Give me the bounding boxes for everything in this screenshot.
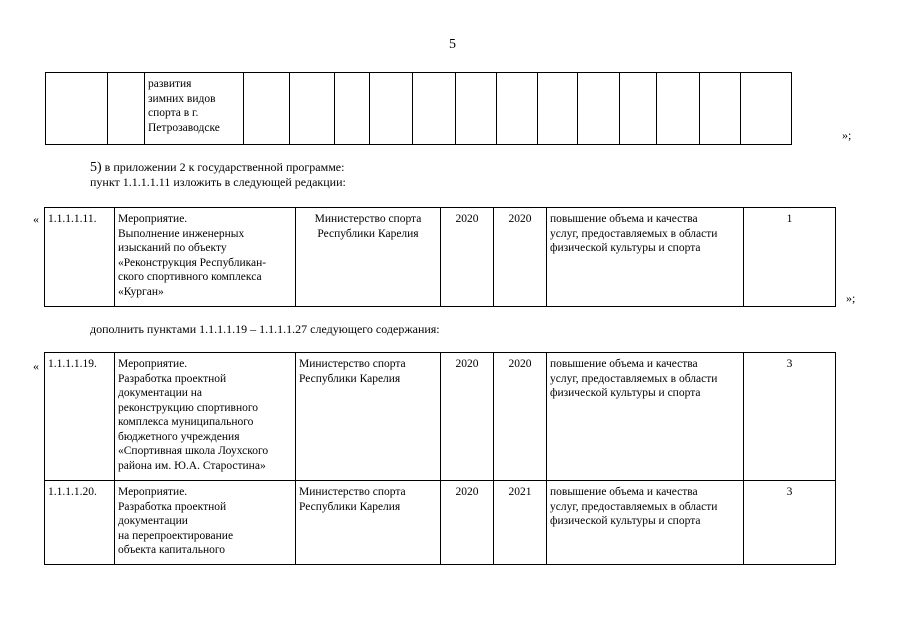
item-event	[115, 208, 296, 307]
table-row	[45, 208, 836, 307]
result-line: услуг, предоставляемых в области	[550, 227, 718, 240]
cell	[244, 73, 290, 145]
item-year-start: 2020	[441, 481, 494, 565]
result-line: повышение объема и качества	[550, 486, 698, 498]
text-line: спорта в г.	[148, 107, 199, 119]
event-line: ского спортивного комплекса	[118, 271, 262, 283]
paragraph-number: 5)	[90, 160, 102, 175]
cell	[538, 73, 578, 145]
event-line: Разработка проектной	[118, 500, 227, 513]
ministry-line: Республики Карелия	[299, 372, 401, 385]
item-ministry	[296, 481, 441, 565]
event-line: комплекса муниципального	[118, 416, 254, 428]
top-table	[45, 72, 792, 145]
event-line: «Спортивная школа Лоухского	[118, 445, 269, 457]
result-line: повышение объема и качества	[550, 213, 698, 225]
item-event	[115, 353, 296, 481]
event-line: документации на	[118, 387, 203, 399]
item-table-1	[44, 207, 836, 307]
item-code: 1.1.1.1.20.	[45, 481, 115, 565]
item-value: 3	[744, 481, 836, 565]
item-value: 1	[744, 208, 836, 307]
cell	[741, 73, 792, 145]
event-line: бюджетного учреждения	[118, 430, 240, 443]
opening-quote: «	[33, 359, 39, 373]
item-year-end: 2020	[494, 208, 547, 307]
paragraph-line2: пункт 1.1.1.1.11 изложить в следующей редакции:	[90, 175, 346, 189]
text-line: зимних видов	[148, 92, 216, 105]
table-row	[45, 353, 836, 481]
result-line: физической культуры и спорта	[550, 515, 701, 527]
cell	[335, 73, 370, 145]
event-line: реконструкцию спортивного	[118, 401, 259, 414]
cell	[620, 73, 657, 145]
result-line: физической культуры и спорта	[550, 387, 701, 399]
item-ministry	[296, 208, 441, 307]
item-result	[547, 353, 744, 481]
top-table-text-cell	[145, 73, 244, 145]
ministry-line: Республики Карелия	[299, 500, 401, 513]
cell	[578, 73, 620, 145]
opening-quote: «	[33, 212, 39, 226]
event-line: Выполнение инженерных	[118, 227, 245, 240]
closing-quote: »;	[846, 291, 856, 305]
paragraph	[90, 160, 346, 189]
cell	[413, 73, 456, 145]
cell	[290, 73, 335, 145]
event-line: Мероприятие.	[118, 213, 188, 225]
text-line: Петрозаводске	[148, 121, 220, 134]
cell	[108, 73, 145, 145]
cell	[700, 73, 741, 145]
result-line: услуг, предоставляемых в области	[550, 372, 718, 385]
event-line: «Курган»	[118, 285, 164, 298]
table-row	[45, 481, 836, 565]
cell	[497, 73, 538, 145]
ministry-line: Министерство спорта	[299, 358, 406, 370]
event-line: на перепроектирование	[118, 529, 234, 542]
item-code: 1.1.1.1.19.	[45, 353, 115, 481]
cell	[46, 73, 108, 145]
closing-quote: »;	[842, 128, 852, 142]
item-year-start: 2020	[441, 353, 494, 481]
event-line: Разработка проектной	[118, 372, 227, 385]
ministry-line: Министерство спорта	[299, 486, 406, 498]
result-line: физической культуры и спорта	[550, 242, 701, 254]
result-line: услуг, предоставляемых в области	[550, 500, 718, 513]
result-line: повышение объема и качества	[550, 358, 698, 370]
event-line: объекта капитального	[118, 544, 226, 556]
event-line: Мероприятие.	[118, 486, 188, 498]
text-line: развития	[148, 78, 192, 90]
item-value: 3	[744, 353, 836, 481]
supplement-text: дополнить пунктами 1.1.1.1.19 – 1.1.1.1.27 следующего содержания:	[90, 322, 440, 336]
item-table-2	[44, 352, 836, 565]
event-line: района им. Ю.А. Старостина»	[118, 459, 266, 472]
ministry-line: Министерство спорта	[314, 213, 422, 225]
cell	[370, 73, 413, 145]
event-line: документации	[118, 515, 188, 527]
event-line: Мероприятие.	[118, 358, 188, 370]
page-number: 5	[449, 37, 456, 52]
cell	[456, 73, 497, 145]
item-code: 1.1.1.1.11.	[45, 208, 115, 307]
cell	[657, 73, 700, 145]
item-event	[115, 481, 296, 565]
event-line: изысканий по объекту	[118, 242, 227, 254]
event-line: «Реконструкция Республикан-	[118, 256, 267, 269]
item-ministry	[296, 353, 441, 481]
item-year-end: 2021	[494, 481, 547, 565]
paragraph-line1: в приложении 2 к государственной программе:	[104, 160, 345, 174]
ministry-line: Республики Карелия	[317, 227, 419, 240]
item-year-end: 2020	[494, 353, 547, 481]
item-year-start: 2020	[441, 208, 494, 307]
item-result	[547, 481, 744, 565]
item-result	[547, 208, 744, 307]
